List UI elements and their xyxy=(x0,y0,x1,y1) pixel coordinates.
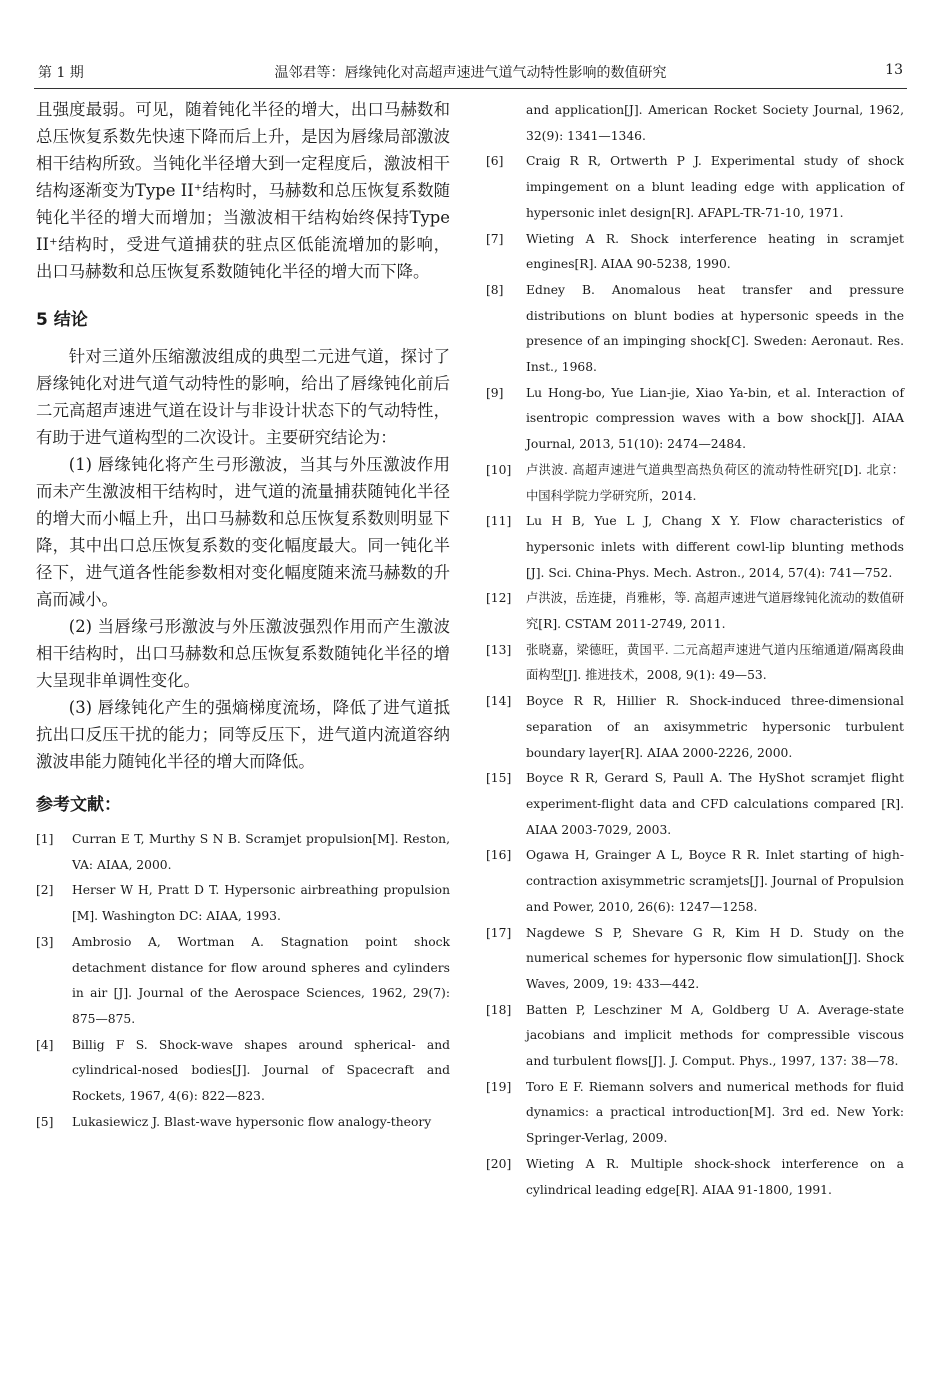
reference-number: [7] xyxy=(486,231,504,246)
reference-text: Herser W H, Pratt D T. Hypersonic airbreathing propulsion [M]. Washington DC: AIAA, 1993. xyxy=(72,883,450,924)
reference-number: [15] xyxy=(486,771,512,786)
reference-text: Edney B. Anomalous heat transfer and pressure distributions on blunt bodies at hypersonic speeds in the presence of an impinging shock[C]. Sweden: Aeronaut. Res. Inst., 1968. xyxy=(526,282,904,375)
conclusion-point-3: (3) 唇缘钝化产生的强熵梯度流场，降低了进气道抵抗出口反压干扰的能力；同等反压下，进气道内流道容纳激波串能力随钝化半径的增大而降低。 xyxy=(36,698,450,771)
reference-item xyxy=(486,149,904,226)
reference-item xyxy=(486,998,904,1075)
reference-text: Lukasiewicz J. Blast-wave hypersonic flow analogy-theory xyxy=(72,1114,432,1129)
reference-text: Ogawa H, Grainger A L, Boyce R R. Inlet starting of high-contraction axisymmetric scramjets[J]. Journal of Propulsion and Power, 2010, 26(6): 1247—1258. xyxy=(526,848,904,914)
reference-text: 卢洪波，岳连捷，肖雅彬，等. 高超声速进气道唇缘钝化流动的数值研究[R]. CSTAM 2011-2749, 2011. xyxy=(526,591,904,632)
reference-text: Boyce R R, Hillier R. Shock-induced three-dimensional separation of an axisymmetric hypersonic turbulent boundary layer[R]. AIAA 2000-2226, 2000. xyxy=(526,694,904,760)
left-column xyxy=(36,96,450,1135)
section-5-title: 5 结论 xyxy=(36,310,88,330)
reference-item xyxy=(486,1152,904,1203)
reference-number: [17] xyxy=(486,925,512,940)
reference-text: 张晓嘉，梁德旺，黄国平. 二元高超声速进气道内压缩通道/隔离段曲面构型[J]. 推进技术，2008, 9(1): 49—53. xyxy=(526,642,904,683)
reference-text: Nagdewe S P, Shevare G R, Kim H D. Study on the numerical schemes for hypersonic flow simulation[J]. Shock Waves, 2009, 19: 433—442. xyxy=(526,925,904,991)
reference-list-left xyxy=(36,827,450,1135)
reference-text: Curran E T, Murthy S N B. Scramjet propulsion[M]. Reston, VA: AIAA, 2000. xyxy=(72,832,450,872)
reference-number: [18] xyxy=(486,1002,512,1017)
reference-text: Toro E F. Riemann solvers and numerical methods for fluid dynamics: a practical introduction[M]. 3rd ed. New York: Springer-Verlag, 2009. xyxy=(526,1079,904,1146)
reference-number: [1] xyxy=(36,832,54,846)
reference-item xyxy=(36,1033,450,1110)
header-divider xyxy=(34,88,907,89)
reference-item xyxy=(486,227,904,278)
conclusion-point-1: (1) 唇缘钝化将产生弓形激波，当其与外压激波作用而未产生激波相干结构时，进气道的流量捕获随钝化半径的增大而小幅上升，出口马赫数和总压恢复系数则明显下降，其中出口总压恢复系数的变化幅度最大。同一钝化半径下，进气道各性能参数相对变化幅度随来流马赫数的升高而减小。 xyxy=(36,455,450,609)
references-title: 参考文献： xyxy=(36,795,121,815)
reference-item xyxy=(486,586,904,637)
reference-list-right xyxy=(486,98,904,1203)
conclusion-point-2: (2) 当唇缘弓形激波与外压激波强烈作用而产生激波相干结构时，出口马赫数和总压恢复系数随钝化半径的增大呈现非单调性变化。 xyxy=(36,617,450,690)
reference-item xyxy=(486,843,904,920)
reference-item xyxy=(486,921,904,998)
reference-text: Lu Hong-bo, Yue Lian-jie, Xiao Ya-bin, et al. Interaction of isentropic compression waves with a bow shock[J]. AIAA Journal, 2013, 51(10): 2474—2484. xyxy=(526,385,904,452)
right-column xyxy=(486,98,904,1203)
reference-text: Craig R R, Ortwerth P J. Experimental study of shock impingement on a blunt leading edge with application of hypersonic inlet design[R]. AFAPL-TR-71-10, 1971. xyxy=(526,154,904,220)
reference-number: [8] xyxy=(486,282,504,297)
reference-text: Batten P, Leschziner M A, Goldberg U A. Average-state jacobians and implicit methods for compressible viscous and turbulent flows[J]. J. Comput. Phys., 1997, 137: 38—78. xyxy=(526,1002,904,1069)
reference-number: [11] xyxy=(486,514,512,529)
reference-number: [10] xyxy=(486,462,512,477)
reference-number: [3] xyxy=(36,934,54,949)
reference-text: Billig F S. Shock-wave shapes around spherical- and cylindrical-nosed bodies[J]. Journal of Spacecraft and Rockets, 1967, 4(6): 822—823. xyxy=(72,1037,450,1104)
reference-text: Wieting A R. Multiple shock-shock interference on a cylindrical leading edge[R]. AIAA 91-1800, 1991. xyxy=(526,1156,904,1197)
reference-number: [6] xyxy=(486,154,504,169)
reference-text: 卢洪波. 高超声速进气道典型高热负荷区的流动特性研究[D]. 北京：中国科学院力学研究所，2014. xyxy=(526,462,904,503)
reference-number: [16] xyxy=(486,848,512,863)
reference-number: [13] xyxy=(486,642,512,657)
reference-item xyxy=(36,827,450,878)
reference-number: [12] xyxy=(486,591,512,606)
running-header xyxy=(38,62,903,86)
running-title: 温邻君等：唇缘钝化对高超声速进气道气动特性影响的数值研究 xyxy=(274,65,667,81)
reference-item xyxy=(486,638,904,689)
reference-item xyxy=(486,458,904,509)
reference-number: [20] xyxy=(486,1156,512,1171)
reference-item xyxy=(486,381,904,458)
reference-item xyxy=(36,878,450,929)
issue-label: 第 1 期 xyxy=(38,65,84,81)
reference-number: [2] xyxy=(36,883,54,898)
reference-item xyxy=(36,930,450,1033)
reference-text: Ambrosio A, Wortman A. Stagnation point shock detachment distance for flow around spheres and cylinders in air [J]. Journal of the Aerospace Sciences, 1962, 29(7): 875—875. xyxy=(72,934,450,1026)
page-number: 13 xyxy=(885,62,903,78)
reference-number: [4] xyxy=(36,1037,54,1052)
reference-text: and application[J]. American Rocket Society Journal, 1962, 32(9): 1341—1346. xyxy=(526,103,904,143)
reference-number: [14] xyxy=(486,694,512,709)
reference-number: [19] xyxy=(486,1079,512,1094)
reference-item xyxy=(486,1075,904,1152)
intro-paragraph: 且强度最弱。可见，随着钝化半径的增大，出口马赫数和总压恢复系数先快速下降而后上升，是因为唇缘局部激波相干结构所致。当钝化半径增大到一定程度后，激波相干结构逐渐变为Type II⁺结构时，马赫数和总压恢复系数随钝化半径的增大而增加；当激波相干结构始终保持Type II⁺结构时，受进气道捕获的驻点区低能流增加的影响，出口马赫数和总压恢复系数随钝化半径的增大而下降。 xyxy=(36,100,450,281)
reference-item xyxy=(36,1110,450,1136)
reference-item xyxy=(486,689,904,766)
reference-item xyxy=(486,766,904,843)
reference-number: [5] xyxy=(36,1114,54,1129)
reference-text: Wieting A R. Shock interference heating in scramjet engines[R]. AIAA 90-5238, 1990. xyxy=(526,231,904,272)
reference-item xyxy=(486,278,904,381)
conclusion-paragraph: 针对三道外压缩激波组成的典型二元进气道，探讨了唇缘钝化对进气道气动特性的影响，给出了唇缘钝化前后二元高超声速进气道在设计与非设计状态下的气动特性，有助于进气道构型的二次设计。主要研究结论为： xyxy=(36,347,450,447)
reference-text: Lu H B, Yue L J, Chang X Y. Flow characteristics of hypersonic inlets with different cowl-lip blunting methods [J]. Sci. China-Phys. Mech. Astron., 2014, 57(4): 741—752. xyxy=(526,514,904,580)
reference-item xyxy=(486,98,904,149)
reference-number: [9] xyxy=(486,385,504,400)
reference-item xyxy=(486,509,904,586)
reference-text: Boyce R R, Gerard S, Paull A. The HyShot scramjet flight experiment-flight data and CFD calculations compared [R]. AIAA 2003-7029, 2003. xyxy=(526,771,904,837)
